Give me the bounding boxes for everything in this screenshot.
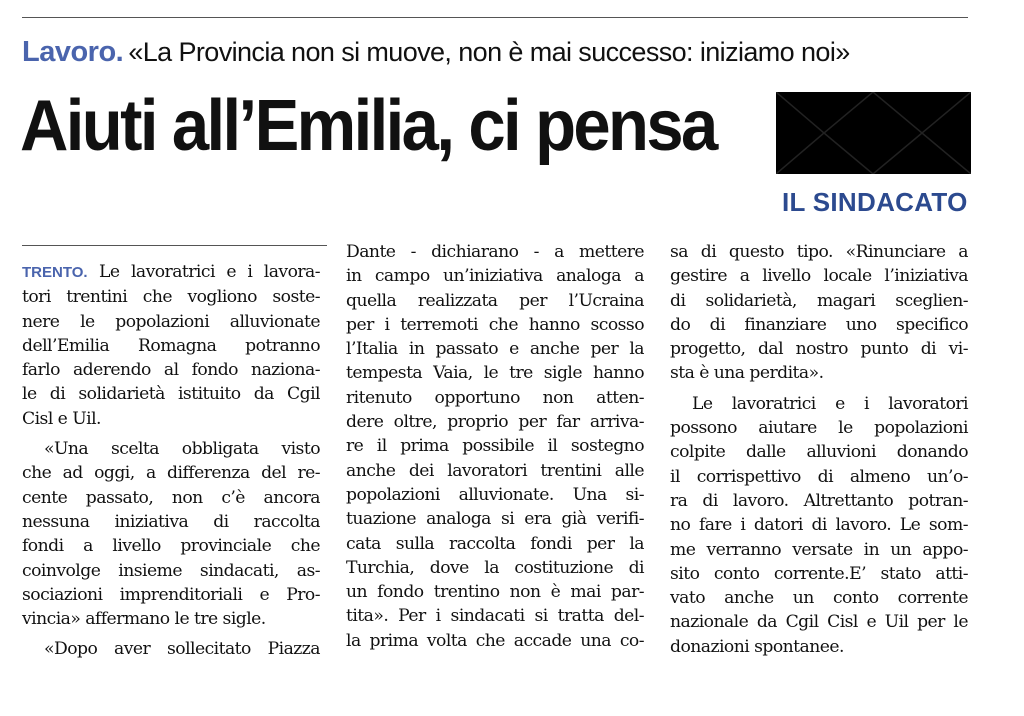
- article-line: la prima volta che accade una co-: [346, 630, 644, 651]
- article-column-2: [346, 240, 644, 653]
- kicker-quote: «La Provincia non si muove, non è mai successo: iniziamo noi»: [128, 37, 850, 67]
- article-line: sociazioni imprenditoriali e Pro-: [22, 584, 320, 605]
- article-line: donazioni spontanee.: [670, 636, 844, 657]
- article-line: tori trentini che vogliono soste-: [22, 287, 320, 308]
- column-rule: [22, 245, 327, 246]
- article-line: re il prima possibile il sostegno: [346, 436, 644, 457]
- redaction-label: IL SINDACATO: [782, 187, 968, 217]
- article-line: sa di questo tipo. «Rinunciare a: [670, 242, 968, 262]
- article-line: che ad oggi, a differenza del re-: [22, 463, 320, 484]
- article-line: fondi a livello provinciale che: [22, 536, 320, 557]
- article-line: nazionale da Cgil Cisl e Uil per le: [670, 612, 968, 633]
- article-line: in campo un’iniziativa analoga a: [346, 266, 644, 287]
- article-line: farlo aderendo al fondo naziona-: [22, 360, 320, 381]
- article-line: me verranno versate in un appo-: [670, 539, 968, 560]
- article-line: Le lavoratrici e i lavoratori: [692, 393, 968, 414]
- article-line: sito conto corrente.E’ stato atti-: [670, 563, 968, 584]
- article-line: sta è una perdita».: [670, 363, 824, 384]
- article-line: vincia» affermano le tre sigle.: [22, 609, 266, 630]
- article-line: Cisl e Uil.: [22, 408, 101, 429]
- article-line: possono aiutare le popolazioni: [670, 418, 968, 439]
- article-line: cente passato, non c’è ancora: [22, 487, 320, 508]
- article-line: anche dei lavoratori trentini alle: [346, 460, 644, 481]
- article-line: popolazioni alluvionate. Una si-: [346, 484, 644, 505]
- article-line: nessuna iniziativa di raccolta: [22, 511, 320, 532]
- article-line: tempesta Vaia, le tre sigle hanno: [346, 363, 644, 384]
- article-line: tita». Per i sindacati si tratta del-: [346, 606, 644, 627]
- article-line: di solidarietà, magari sceglien-: [670, 290, 968, 311]
- article-line: colpite dalle alluvioni donando: [670, 442, 968, 463]
- article-line: l’Italia in passato e anche per la: [346, 339, 644, 360]
- article-line: vato anche un conto corrente: [670, 588, 968, 609]
- article-line: per i terremoti che hanno scosso: [346, 314, 644, 335]
- article-line: do di finanziare uno specifico: [670, 314, 968, 335]
- article-line: ritenuto opportuno non atten-: [346, 387, 644, 408]
- article-line: il corrispettivo di almeno un’o-: [670, 466, 968, 487]
- top-rule: [22, 17, 968, 18]
- kicker: [22, 36, 850, 69]
- article-line: no fare i datori di lavoro. Le som-: [670, 515, 968, 536]
- article-line: progetto, dal nostro punto di vi-: [670, 339, 968, 360]
- article-line: coinvolge insieme sindacati, as-: [22, 560, 320, 581]
- section-label: Lavoro.: [22, 36, 124, 68]
- article-line: quella realizzata per l’Ucraina: [346, 290, 644, 311]
- article-line: gestire a livello locale l’iniziativa: [670, 266, 968, 287]
- dateline: TRENTO.: [22, 264, 88, 281]
- article-line: «Dopo aver sollecitato Piazza: [44, 639, 320, 660]
- article-line: tuazione analoga si era già verifi-: [346, 509, 644, 530]
- article-line: dere oltre, proprio per far arriva-: [346, 412, 644, 433]
- article-line: nere le popolazioni alluvionate: [22, 311, 320, 332]
- article-line: TRENTO. Le lavoratrici e i lavora-: [22, 262, 321, 282]
- article-line: ra di lavoro. Altrettanto potran-: [670, 490, 968, 511]
- article-line: «Una scelta obbligata visto: [44, 439, 320, 460]
- article-column-3: [670, 240, 968, 659]
- headline: Aiuti all’Emilia, ci pensa: [20, 85, 716, 167]
- redaction-scribble-icon: [776, 92, 971, 174]
- article-line: cata sulla raccolta fondi per la: [346, 533, 644, 554]
- article-line: un fondo trentino non è mai par-: [346, 582, 644, 603]
- article-line: Dante - dichiarano - a mettere: [346, 242, 644, 262]
- article-line: Turchia, dove la costituzione di: [346, 557, 644, 578]
- redaction-box: [776, 92, 971, 174]
- article-line: le di solidarietà istituito da Cgil: [22, 384, 320, 405]
- article-column-1: [22, 260, 320, 662]
- article-line: dell’Emilia Romagna potranno: [22, 335, 320, 356]
